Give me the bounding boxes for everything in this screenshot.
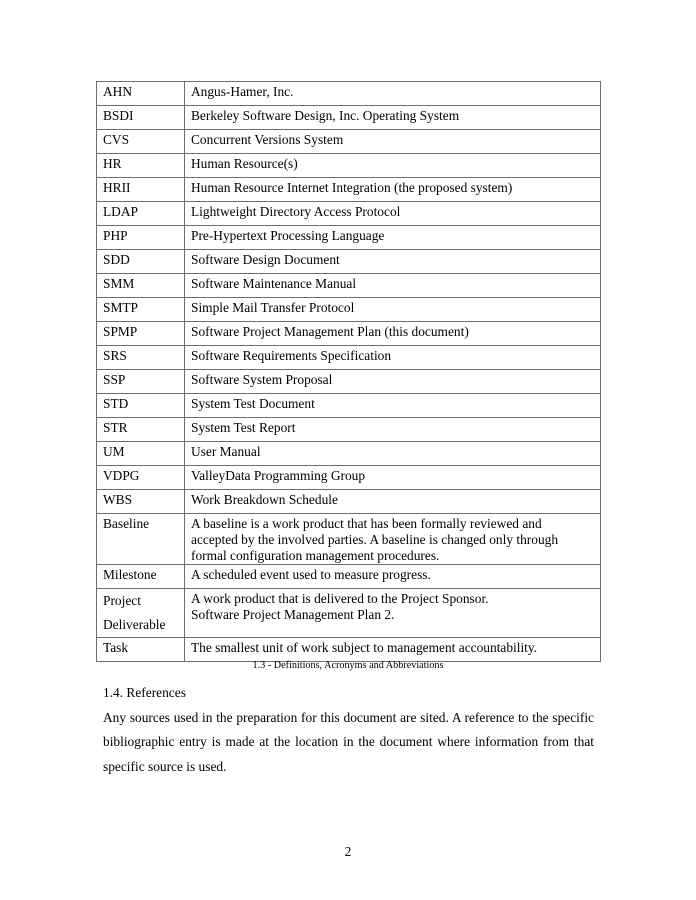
definition-cell: Work Breakdown Schedule xyxy=(185,490,601,514)
term-cell: AHN xyxy=(97,82,185,106)
definition-cell: Software System Proposal xyxy=(185,370,601,394)
definition-cell: ValleyData Programming Group xyxy=(185,466,601,490)
definition-cell: Software Design Document xyxy=(185,250,601,274)
definitions-table xyxy=(96,81,601,662)
definition-cell: Berkeley Software Design, Inc. Operating System xyxy=(185,106,601,130)
table-row xyxy=(97,466,601,490)
table-row xyxy=(97,514,601,565)
table-caption: 1.3 - Definitions, Acronyms and Abbreviations xyxy=(252,660,444,671)
definition-cell: Software Maintenance Manual xyxy=(185,274,601,298)
table-row xyxy=(97,418,601,442)
definition-cell: System Test Report xyxy=(185,418,601,442)
term-cell: SMTP xyxy=(97,298,185,322)
definition-cell: Angus-Hamer, Inc. xyxy=(185,82,601,106)
definition-cell: A work product that is delivered to the Project Sponsor. Software Project Management Plan 2. xyxy=(185,589,601,638)
definition-cell: Human Resource(s) xyxy=(185,154,601,178)
term-cell: SDD xyxy=(97,250,185,274)
definition-cell: Software Requirements Specification xyxy=(185,346,601,370)
term-cell: CVS xyxy=(97,130,185,154)
table-row xyxy=(97,178,601,202)
table-row xyxy=(97,154,601,178)
term-cell: HR xyxy=(97,154,185,178)
term-cell: SPMP xyxy=(97,322,185,346)
table-row xyxy=(97,490,601,514)
term-cell: STD xyxy=(97,394,185,418)
term-cell: Project Deliverable xyxy=(97,589,185,638)
table-row xyxy=(97,106,601,130)
definition-cell: Human Resource Internet Integration (the proposed system) xyxy=(185,178,601,202)
definition-cell: Simple Mail Transfer Protocol xyxy=(185,298,601,322)
table-row xyxy=(97,82,601,106)
table-row xyxy=(97,370,601,394)
table-row xyxy=(97,565,601,589)
term-cell: WBS xyxy=(97,490,185,514)
term-cell: SSP xyxy=(97,370,185,394)
section-heading: 1.4. References xyxy=(103,685,186,700)
table-row xyxy=(97,394,601,418)
table-row xyxy=(97,274,601,298)
definition-cell: A baseline is a work product that has been formally reviewed and accepted by the involved parties. A baseline is changed only through formal configuration management procedures. xyxy=(185,514,601,565)
term-cell: LDAP xyxy=(97,202,185,226)
definition-cell: Pre-Hypertext Processing Language xyxy=(185,226,601,250)
table-row xyxy=(97,202,601,226)
table-row xyxy=(97,226,601,250)
definition-cell: The smallest unit of work subject to management accountability. xyxy=(185,638,601,662)
table-row xyxy=(97,298,601,322)
term-cell: Task xyxy=(97,638,185,662)
definition-cell: Lightweight Directory Access Protocol xyxy=(185,202,601,226)
table-row xyxy=(97,250,601,274)
term-cell: HRII xyxy=(97,178,185,202)
definition-cell: Concurrent Versions System xyxy=(185,130,601,154)
term-cell: VDPG xyxy=(97,466,185,490)
term-cell: Milestone xyxy=(97,565,185,589)
term-cell: UM xyxy=(97,442,185,466)
table-row xyxy=(97,322,601,346)
section-body: Any sources used in the preparation for this document are sited. A reference to the specific bibliographic entry is made at the location in the document where information from that specific source is used. xyxy=(103,710,594,774)
definition-cell: A scheduled event used to measure progress. xyxy=(185,565,601,589)
definition-cell: System Test Document xyxy=(185,394,601,418)
table-row xyxy=(97,589,601,638)
term-cell: BSDI xyxy=(97,106,185,130)
term-cell: STR xyxy=(97,418,185,442)
table-row xyxy=(97,130,601,154)
term-cell: PHP xyxy=(97,226,185,250)
table-row xyxy=(97,346,601,370)
table-row xyxy=(97,442,601,466)
definition-cell: Software Project Management Plan (this document) xyxy=(185,322,601,346)
definition-cell: User Manual xyxy=(185,442,601,466)
page-number: 2 xyxy=(344,844,352,859)
term-cell: Baseline xyxy=(97,514,185,565)
table-row xyxy=(97,638,601,662)
term-cell: SRS xyxy=(97,346,185,370)
term-cell: SMM xyxy=(97,274,185,298)
